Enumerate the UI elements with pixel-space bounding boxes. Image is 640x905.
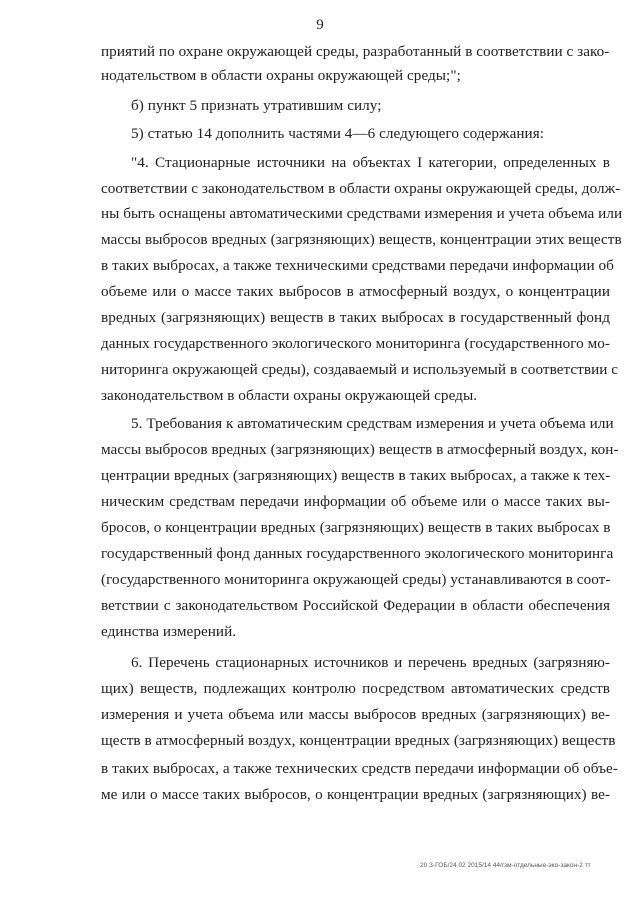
text-line: массы выбросов вредных (загрязняющих) веществ, концентрации этих веществ <box>101 231 622 248</box>
text-line: ны быть оснащены автоматическими средствами измерения и учета объема или <box>101 205 623 222</box>
text-line: измерения и учета объема или массы выбросов вредных (загрязняющих) ве- <box>101 706 610 723</box>
text-line: бросов, о концентрации вредных (загрязняющих) веществ в таких выбросах в <box>101 519 611 536</box>
text-line: государственный фонд данных государственного экологического мониторинга <box>101 545 614 562</box>
text-line: 5) статью 14 дополнить частями 4—6 следующего содержания: <box>131 125 545 142</box>
text-line: единства измерений. <box>101 623 237 640</box>
text-line: б) пункт 5 признать утратившим силу; <box>131 97 382 114</box>
text-line: законодательством в области охраны окружающей среды. <box>101 387 478 404</box>
text-line: (государственного мониторинга окружающей среды) устанавливаются в соот- <box>101 571 611 588</box>
text-line: ществ в атмосферный воздух, концентрации вредных (загрязняющих) веществ <box>101 732 616 749</box>
text-line: ме или о массе таких выбросов, о концентрации вредных (загрязняющих) ве- <box>101 786 610 803</box>
footer-file-reference: 20 З-ГОБ/24 02 2015/14 44/гзм-отдельные-эко-закон-2 тт <box>420 862 591 869</box>
text-line: приятий по охране окружающей среды, разработанный в соответствии с зако- <box>101 43 610 60</box>
text-line: данных государственного экологического мониторинга (государственного мо- <box>101 335 611 352</box>
text-line: нодательством в области охраны окружающей среды;"; <box>101 67 461 84</box>
text-line: вредных (загрязняющих) веществ в таких выбросах в государственный фонд <box>101 309 610 326</box>
text-line: объеме или о массе таких выбросов в атмосферный воздух, о концентрации <box>101 283 610 300</box>
text-line: ветствии с законодательством Российской Федерации в области обеспечения <box>101 597 610 614</box>
text-line: в таких выбросах, а также технических средств передачи информации об объе- <box>101 760 618 777</box>
text-line: ническим средствам передачи информации об объеме или о массе таких вы- <box>101 493 610 510</box>
text-line: соответствии с законодательством в области охраны окружающей среды, долж- <box>101 180 621 197</box>
text-line: в таких выбросах, а также техническими средствами передачи информации об <box>101 257 614 274</box>
text-line: щих) веществ, подлежащих контролю посредством автоматических средств <box>101 680 610 697</box>
page-number: 9 <box>316 17 324 33</box>
text-line: ниторинга окружающей среды), создаваемый и используемый в соответствии с <box>101 361 619 378</box>
text-line: массы выбросов вредных (загрязняющих) веществ в атмосферный воздух, кон- <box>101 441 619 458</box>
text-line: 6. Перечень стационарных источников и перечень вредных (загрязняю- <box>131 654 610 671</box>
text-line: 5. Требования к автоматическим средствам измерения и учета объема или <box>131 415 614 432</box>
text-line: "4. Стационарные источники на объектах I категории, определенных в <box>131 154 610 171</box>
text-line: центрации вредных (загрязняющих) веществ в таких выбросах, а также к тех- <box>101 467 611 484</box>
